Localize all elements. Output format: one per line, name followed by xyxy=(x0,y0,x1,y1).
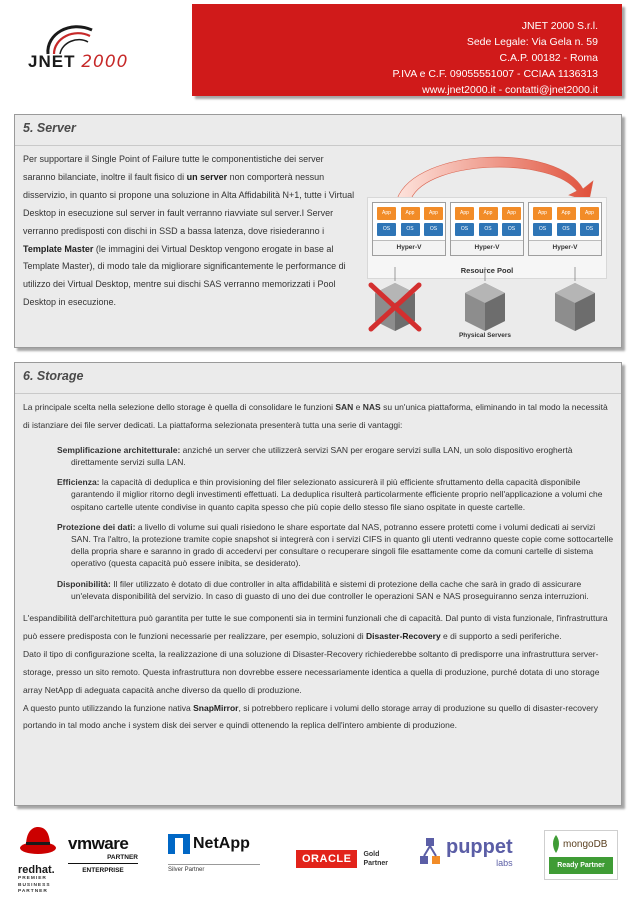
hypervisor-label: Hyper-V xyxy=(373,240,445,255)
logo-wordmark xyxy=(28,52,128,72)
list-item xyxy=(57,444,615,468)
expandability-paragraph xyxy=(23,610,615,646)
text-run: L'espandibilità dell'architettura può garantita per tutte le sue componenti sia in termini funzionali che di capacità. Dal punto di vista funzionale, l'infrastruttura può essere predisposta con le funzioni necessarie per realizzare, per esempio, soluzioni di xyxy=(23,613,608,641)
title-divider xyxy=(15,393,621,394)
hyperv-host xyxy=(372,202,446,256)
text-run: non comporterà nessun disservizio, in quanto si propone una soluzione in Alta Affidabilità N+1, tutte i Virtual Desktop in esecuzione sul server in fault verranno riavviate sul server.I Server verranno predisposti con dischi in SSD a bassa latenza, dove risiederanno i xyxy=(23,171,355,236)
list-item-text: anziché un server che utilizzerà servizi SAN per erogare servizi sulla LAN, un solo dispositivo eroghertà direttamente servizi sulla LAN. xyxy=(71,444,573,468)
vmware-partner-label: PARTNER xyxy=(68,854,138,864)
vm-os-block: OS xyxy=(401,223,420,236)
list-item-label: Disponibilità: xyxy=(57,578,111,589)
oracle-wordmark: ORACLE xyxy=(296,850,357,868)
puppet-strings-icon xyxy=(418,836,442,866)
header-banner xyxy=(192,4,622,96)
puppet-wordmark: puppet xyxy=(446,836,513,858)
vm-row xyxy=(455,207,521,220)
server-section xyxy=(14,114,622,348)
redhat-badge: PREMIER BUSINESS PARTNER xyxy=(18,876,51,894)
storage-content xyxy=(23,399,615,735)
oracle-partner-logo xyxy=(296,844,400,874)
vm-os-block: OS xyxy=(502,223,521,236)
netapp-n-icon xyxy=(168,834,190,854)
vm-os-block: OS xyxy=(424,223,443,236)
migration-arrow-icon xyxy=(357,141,613,201)
server-box-icon xyxy=(465,283,505,331)
vm-os-block: OS xyxy=(377,223,396,236)
text-run: e di supporto a sedi periferiche. xyxy=(440,630,562,641)
vm-app-block: App xyxy=(424,207,443,220)
company-logo xyxy=(22,18,162,88)
bold-run: Disaster-Recovery xyxy=(366,630,441,641)
bold-run: SnapMirror xyxy=(193,702,239,713)
text-run: La principale scelta nella selezione dello storage è quella di consolidare le funzioni xyxy=(23,402,336,412)
vm-row xyxy=(533,223,599,236)
hyperv-host xyxy=(450,202,524,256)
vm-os-block: OS xyxy=(557,223,576,236)
vm-app-block: App xyxy=(479,207,498,220)
vm-row xyxy=(455,223,521,236)
vm-os-block: OS xyxy=(479,223,498,236)
text-run: (le immagini dei Virtual Desktop vengono erogate in base al Template Master), di modo tale da migliorare significantemente le performance di utilizzo dei Virtual Desktop, mentre sui dischi SAS verranno memorizzati i Pool Desktop in esecuzione. xyxy=(23,243,346,308)
vmware-wordmark: vmware xyxy=(68,834,129,853)
section-title-storage: 6. Storage xyxy=(23,369,84,383)
company-cap: C.A.P. 00182 - Roma xyxy=(499,52,598,64)
redhat-shadowman-icon xyxy=(18,824,58,858)
list-item-text: la capacità di deduplica e thin provisioning del filer selezionato assicurerà il più efficiente sfruttamento della capacità disponibile garantendo il miglior ritorno degli investimenti effettuati. La deduplica risulterà particolarmente efficiente proprio nell'applicazione a volumi che ospitano cartelle utente condivise in quanto capita spesso che più copie dello stesso file siano ospitate in queste cartelle. xyxy=(71,477,603,512)
list-item-text: a livello di volume sui quali risiedono le share esportate dal NAS, potranno essere protetti come i volumi dedicati ai servizi SAN. Tra l'altro, la protezione tramite copie snapshot si integrerà con i servizi CIFS in quanto gli utenti vedranno queste copie come sottocartelle della propria share e saranno in grado di accedervi per consultare o recuperare singoli file esattamente come da comuni cartelle di sistema operativo (questa capacità può essere inibita, se desiderato). xyxy=(71,521,614,569)
mongodb-leaf-icon xyxy=(551,835,561,853)
text-run: Per supportare il Single Point of Failure tutte le componentistiche dei server saranno bilanciate, inoltre il fault fisico di xyxy=(23,154,324,182)
puppet-partner-logo xyxy=(418,836,522,880)
physical-servers-graphic xyxy=(357,263,613,335)
resource-pool-label: Resource Pool xyxy=(460,266,514,275)
vm-os-block: OS xyxy=(455,223,474,236)
storage-section xyxy=(14,362,622,806)
mongodb-tier: Ready Partner xyxy=(549,857,613,874)
redhat-partner-logo xyxy=(18,824,58,900)
vm-app-block: App xyxy=(580,207,599,220)
disaster-recovery-paragraph: Dato il tipo di configurazione scelta, la realizzazione di una soluzione di Disaster-Recovery richiederebbe soltanto di predisporre una infrastruttura server-storage, presso un sito remoto. Questa infrastruttura non dovrebbe essere necessariamente identica a quella di produzione, purché dotata di uno storage array NetApp di adeguata capacità anche diverso da quello di produzione. xyxy=(23,648,600,695)
company-web[interactable]: www.jnet2000.it - contatti@jnet2000.it xyxy=(422,84,598,96)
hypervisor-label: Hyper-V xyxy=(451,240,523,255)
company-name: JNET 2000 S.r.l. xyxy=(521,20,598,32)
list-item-text: Il filer utilizzato è dotato di due controller in alta affidabilità e sistemi di protezione della cache che sarà in grado di assicurare un'elevata disponibilità del servizio. In caso di guasto di uno dei due controller le operazioni SAN e NAS proseguiranno senza interruzioni. xyxy=(71,578,589,601)
vm-os-block: OS xyxy=(580,223,599,236)
vm-app-block: App xyxy=(533,207,552,220)
company-info xyxy=(393,18,598,98)
vm-app-block: App xyxy=(502,207,521,220)
list-item-label: Efficienza: xyxy=(57,477,100,488)
vm-app-block: App xyxy=(401,207,420,220)
netapp-tier: Silver Partner xyxy=(168,864,260,873)
vm-app-block: App xyxy=(557,207,576,220)
server-pool-diagram xyxy=(357,141,613,343)
vm-app-block: App xyxy=(377,207,396,220)
list-item-label: Protezione dei dati: xyxy=(57,521,136,532)
text-run: , si potrebbero replicare i volumi dello storage array di produzione su quello di disaster-recovery portando in tal modo anche i system disk dei server e quindi ottenendo la replica dell'intero ambiente di produzione. xyxy=(23,702,599,731)
logo-wordmark-2000: 2000 xyxy=(81,52,129,72)
vm-app-block: App xyxy=(455,207,474,220)
bold-run: Template Master xyxy=(23,243,94,254)
hyperv-host xyxy=(528,202,602,256)
logo-wordmark-jnet: JNET xyxy=(28,52,76,71)
partner-logos xyxy=(0,820,638,903)
snapmirror-paragraph xyxy=(23,700,615,736)
vm-row xyxy=(377,223,443,236)
text-run: e xyxy=(353,402,363,412)
vmware-tier: ENTERPRISE xyxy=(82,867,124,874)
mongodb-partner-logo xyxy=(544,830,618,880)
list-item xyxy=(57,476,615,513)
vm-row xyxy=(377,207,443,220)
list-item xyxy=(57,578,615,602)
oracle-tier: Gold Partner xyxy=(363,851,388,867)
physical-servers-label: Physical Servers xyxy=(458,332,512,339)
server-paragraph xyxy=(23,151,357,312)
mongodb-wordmark: mongoDB xyxy=(563,838,608,850)
vm-row xyxy=(533,207,599,220)
advantages-list xyxy=(57,444,615,602)
vmware-partner-logo xyxy=(68,834,138,890)
server-box-icon xyxy=(555,283,595,331)
bold-run: un server xyxy=(186,171,228,182)
text-run: su un'unica piattaforma, eliminando in tal modo la necessità di istanziare dei file server dedicati. La piattaforma selezionata presenterà tutta una serie di vantaggi: xyxy=(23,402,608,430)
storage-intro xyxy=(23,399,615,435)
netapp-partner-logo xyxy=(168,834,260,884)
company-address: Sede Legale: Via Gela n. 59 xyxy=(466,36,598,48)
list-item xyxy=(57,521,615,570)
vm-os-block: OS xyxy=(533,223,552,236)
list-item-label: Semplificazione architetturale: xyxy=(57,444,181,455)
redhat-wordmark: redhat. xyxy=(18,864,55,876)
section-title-server: 5. Server xyxy=(23,121,76,135)
hypervisor-label: Hyper-V xyxy=(529,240,601,255)
page-header xyxy=(0,0,638,105)
company-vat: P.IVA e C.F. 09055551007 - CCIAA 1136313 xyxy=(392,68,598,80)
text-run: A questo punto utilizzando la funzione nativa xyxy=(23,702,194,713)
bold-run: NAS xyxy=(362,402,381,412)
puppet-sub: labs xyxy=(496,858,513,868)
bold-run: SAN xyxy=(335,402,354,412)
netapp-wordmark: NetApp xyxy=(193,835,250,852)
